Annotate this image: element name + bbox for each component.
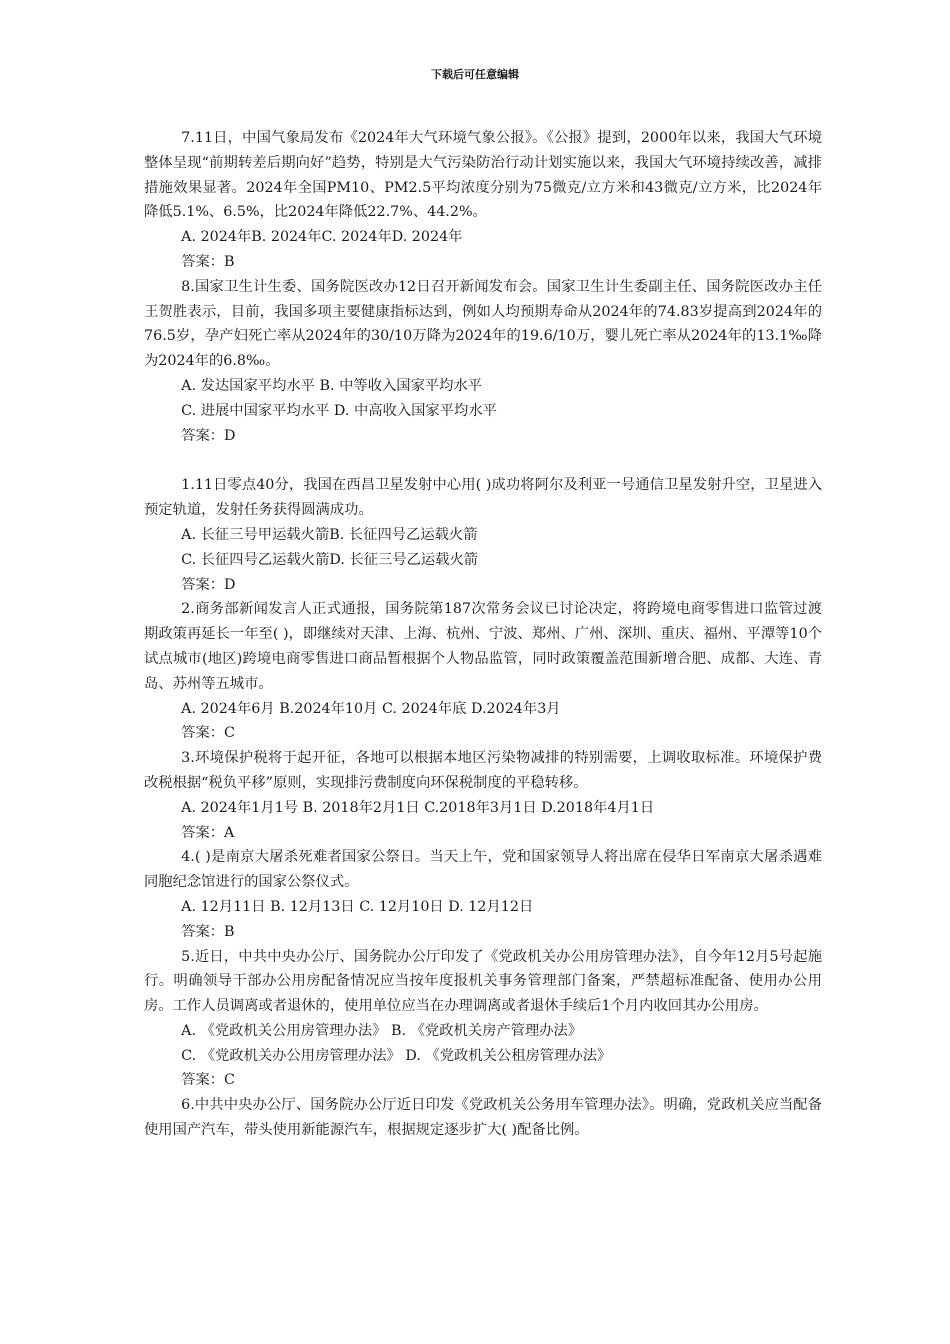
question-paragraph: 5.近日，中共中央办公厅、国务院办公厅印发了《党政机关办公用房管理办法》，自今年12月5号起施行。明确领导干部办公用房配备情况应当按年度报机关事务管理部门备案，严禁超标准配备、使用办公用房。工作人员调离或者退休的，使用单位应当在办理调离或者退休手续后1个月内收回其办公用房。	[144, 948, 822, 1015]
option-line: 答案：D	[181, 427, 236, 444]
question-paragraph: 6.中共中央办公厅、国务院办公厅近日印发《党政机关公务用车管理办法》。明确，党政机关应当配备使用国产汽车，带头使用新能源汽车，根据规定逐步扩大( )配备比例。	[144, 1097, 822, 1139]
option-line: A. 发达国家平均水平 B. 中等收入国家平均水平	[181, 377, 483, 394]
option-line: A. 2024年B. 2024年C. 2024年D. 2024年	[181, 229, 463, 246]
question-paragraph: 3.环境保护税将于起开征，各地可以根据本地区污染物减排的特别需要，上调收取标准。环境保护费改税根据“税负平移”原则，实现排污费制度向环保税制度的平稳转移。	[144, 750, 822, 791]
option-line: C. 长征四号乙运载火箭D. 长征三号乙运载火箭	[181, 551, 479, 568]
question-paragraph: 1.11日零点40分，我国在西昌卫星发射中心用( )成功将阿尔及利亚一号通信卫星发射升空，卫星进入预定轨道，发射任务获得圆满成功。	[144, 477, 822, 519]
question-paragraph: 2.商务部新闻发言人正式通报，国务院第187次常务会议已讨论决定，将跨境电商零售进口监管过渡期政策再延长一年至( )，即继续对天津、上海、杭州、宁波、郑州、广州、深圳、重庆、福州、平潭等10个试点城市(地区)跨境电商零售进口商品暂根据个人物品监管，同时政策覆盖范围新增合肥、成都、大连、青岛、苏州等五城市。	[144, 601, 822, 692]
section-gap	[144, 448, 822, 473]
option-line: 答案：B	[181, 923, 235, 940]
option-line: A. 12月11日 B. 12月13日 C. 12月10日 D. 12月12日	[181, 898, 534, 915]
option-line: 答案：C	[181, 1072, 236, 1089]
option-line: C. 进展中国家平均水平 D. 中高收入国家平均水平	[181, 402, 497, 419]
option-line: 答案：C	[181, 725, 236, 742]
option-line: A. 长征三号甲运载火箭B. 长征四号乙运载火箭	[181, 526, 478, 543]
document-body	[144, 126, 822, 1143]
option-line: 答案：B	[181, 253, 235, 270]
option-line: A. 《党政机关公用房管理办法》 B. 《党政机关房产管理办法》	[181, 1022, 583, 1039]
page-header: 下载后可任意编辑	[431, 68, 519, 81]
option-line: A. 2024年1月1号 B. 2018年2月1日 C.2018年3月1日 D.2018年4月1日	[181, 799, 655, 816]
question-paragraph: 4.( )是南京大屠杀死难者国家公祭日。当天上午，党和国家领导人将出席在侵华日军南京大屠杀遇难同胞纪念馆进行的国家公祭仪式。	[144, 849, 822, 891]
option-line: 答案：D	[181, 576, 236, 593]
question-paragraph: 7.11日，中国气象局发布《2024年大气环境气象公报》。《公报》提到，2000年以来，我国大气环境整体呈现“前期转差后期向好”趋势，特别是大气污染防治行动计划实施以来，我国大气环境持续改善，减排措施效果显著。2024年全国PM10、PM2.5平均浓度分别为75微克/立方米和43微克/立方米，比2024年降低5.1%、6.5%，比2024年降低22.7%、44.2%。	[144, 130, 822, 221]
option-line: A. 2024年6月 B.2024年10月 C. 2024年底 D.2024年3月	[181, 700, 561, 717]
option-line: C. 《党政机关办公用房管理办法》 D. 《党政机关公租房管理办法》	[181, 1047, 612, 1064]
question-paragraph: 8.国家卫生计生委、国务院医改办12日召开新闻发布会。国家卫生计生委副主任、国务院医改办主任王贺胜表示，目前，我国多项主要健康指标达到，例如人均预期寿命从2024年的74.83岁提高到2024年的76.5岁，孕产妇死亡率从2024年的30/10万降为2024年的19.6/10万，婴儿死亡率从2024年的13.1‰降为2024年的6.8‰。	[144, 278, 822, 370]
option-line: 答案：A	[181, 824, 235, 841]
